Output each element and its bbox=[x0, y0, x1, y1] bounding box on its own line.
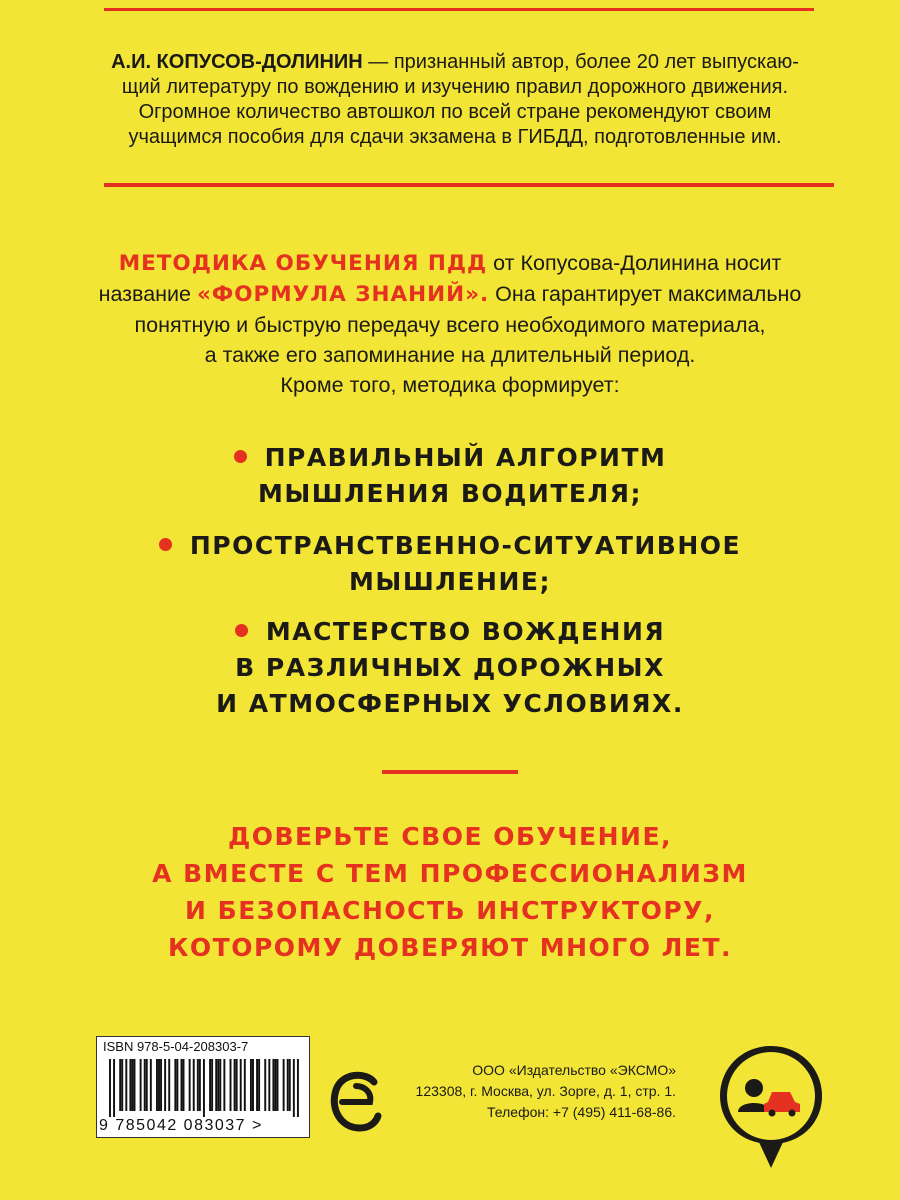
barcode-bar bbox=[287, 1059, 289, 1111]
barcode-bar bbox=[268, 1059, 270, 1111]
slogan-line: КОТОРОМУ ДОВЕРЯЮТ МНОГО ЛЕТ. bbox=[167, 933, 733, 962]
barcode bbox=[96, 1036, 310, 1138]
driver-car-badge-icon bbox=[712, 1040, 830, 1176]
barcode-bar bbox=[174, 1059, 176, 1111]
author-text-line4: учащимся пособия для сдачи экзамена в ГИБДД, подготовленные им. bbox=[128, 126, 782, 148]
barcode-bar bbox=[158, 1059, 160, 1111]
barcode-bar bbox=[272, 1059, 274, 1111]
barcode-bar bbox=[121, 1059, 123, 1111]
slogan-line: ДОВЕРЬТЕ СВОЕ ОБУЧЕНИЕ, bbox=[227, 822, 673, 851]
barcode-bar bbox=[236, 1059, 238, 1111]
isbn-label: ISBN 978-5-04-208303-7 bbox=[103, 1039, 249, 1054]
author-description bbox=[60, 50, 850, 150]
bullet-text: МЫШЛЕНИЯ ВОДИТЕЛЯ; bbox=[258, 479, 642, 508]
barcode-bar bbox=[252, 1059, 254, 1111]
barcode-bar bbox=[176, 1059, 178, 1111]
barcode-bar bbox=[125, 1059, 127, 1111]
barcode-bar bbox=[256, 1059, 258, 1111]
bullet-text: ПРОСТРАНСТВЕННО-СИТУАТИВНОЕ bbox=[189, 531, 742, 560]
method-text-line5: Кроме того, методика формирует: bbox=[280, 373, 620, 397]
barcode-bar bbox=[234, 1059, 236, 1111]
slogan-line: И БЕЗОПАСНОСТЬ ИНСТРУКТОРУ, bbox=[185, 896, 715, 925]
barcode-bar bbox=[203, 1059, 205, 1117]
eksmo-logo-icon bbox=[330, 1070, 382, 1132]
barcode-bar bbox=[183, 1059, 185, 1111]
trust-slogan bbox=[0, 818, 900, 966]
barcode-bar bbox=[140, 1059, 142, 1111]
barcode-bar bbox=[215, 1059, 217, 1111]
barcode-bar bbox=[230, 1059, 232, 1111]
bullet-text: В РАЗЛИЧНЫХ ДОРОЖНЫХ bbox=[235, 653, 665, 682]
author-name: А.И. КОПУСОВ-ДОЛИНИН bbox=[111, 51, 363, 73]
method-text-line1: от Копусова-Долинина носит bbox=[487, 251, 782, 275]
method-text-line2-rest: Она гарантирует максимально bbox=[489, 282, 802, 306]
section-divider bbox=[104, 183, 834, 187]
barcode-bar bbox=[264, 1059, 266, 1111]
barcode-bar bbox=[144, 1059, 146, 1111]
barcode-bars bbox=[109, 1059, 299, 1117]
barcode-bar bbox=[193, 1059, 195, 1111]
barcode-bar bbox=[160, 1059, 162, 1111]
barcode-bar bbox=[131, 1059, 133, 1111]
barcode-bar bbox=[113, 1059, 115, 1117]
barcode-bar bbox=[164, 1059, 166, 1111]
publisher-name: ООО «Издательство «ЭКСМО» bbox=[472, 1062, 676, 1078]
barcode-bar bbox=[244, 1059, 246, 1111]
barcode-bar bbox=[217, 1059, 219, 1111]
author-text-line3: Огромное количество автошкол по всей стране рекомендуют своим bbox=[138, 101, 772, 123]
barcode-bar bbox=[168, 1059, 170, 1111]
barcode-bar bbox=[209, 1059, 211, 1111]
barcode-bar bbox=[277, 1059, 279, 1111]
barcode-bar bbox=[150, 1059, 152, 1111]
formula-name: «ФОРМУЛА ЗНАНИЙ». bbox=[197, 282, 490, 307]
barcode-bar bbox=[181, 1059, 183, 1111]
barcode-bar bbox=[283, 1059, 285, 1111]
bullet-dot-icon bbox=[234, 450, 247, 463]
barcode-bar bbox=[297, 1059, 299, 1117]
barcode-bar bbox=[119, 1059, 121, 1111]
bullet-item bbox=[0, 528, 900, 600]
barcode-bar bbox=[293, 1059, 295, 1117]
bullet-dot-icon bbox=[235, 624, 248, 637]
barcode-bar bbox=[289, 1059, 291, 1111]
barcode-bar bbox=[109, 1059, 111, 1117]
slogan-line: А ВМЕСТЕ С ТЕМ ПРОФЕССИОНАЛИЗМ bbox=[152, 859, 748, 888]
barcode-digits: 9 785042 083037 > bbox=[99, 1117, 263, 1134]
barcode-bar bbox=[274, 1059, 276, 1111]
bullet-item bbox=[0, 614, 900, 722]
barcode-bar bbox=[223, 1059, 225, 1111]
barcode-bar bbox=[240, 1059, 242, 1111]
method-description bbox=[40, 248, 860, 400]
bullet-dot-icon bbox=[159, 538, 172, 551]
barcode-bar bbox=[199, 1059, 201, 1111]
barcode-bar bbox=[146, 1059, 148, 1111]
barcode-bar bbox=[219, 1059, 221, 1111]
author-text-line2: щий литературу по вождению и изучению правил дорожного движения. bbox=[121, 76, 789, 98]
bullet-text: И АТМОСФЕРНЫХ УСЛОВИЯХ. bbox=[216, 689, 684, 718]
bullet-text: МЫШЛЕНИЕ; bbox=[349, 567, 551, 596]
barcode-bar bbox=[129, 1059, 131, 1111]
barcode-bar bbox=[189, 1059, 191, 1111]
bullet-text: МАСТЕРСТВО ВОЖДЕНИЯ bbox=[265, 617, 666, 646]
barcode-bar bbox=[211, 1059, 213, 1111]
barcode-bar bbox=[156, 1059, 158, 1111]
barcode-bar bbox=[197, 1059, 199, 1111]
method-text-line2-pre: название bbox=[98, 282, 197, 306]
barcode-bar bbox=[258, 1059, 260, 1111]
method-text-line4: а также его запоминание на длительный период. bbox=[204, 343, 696, 367]
method-text-line3: понятную и быструю передачу всего необходимого материала, bbox=[134, 313, 766, 337]
top-divider bbox=[104, 8, 814, 11]
author-text-line1: — признанный автор, более 20 лет выпускаю- bbox=[362, 51, 799, 73]
short-divider bbox=[382, 770, 518, 774]
publisher-address: 123308, г. Москва, ул. Зорге, д. 1, стр. 1. bbox=[415, 1083, 676, 1099]
bullet-item bbox=[0, 440, 900, 512]
publisher-info bbox=[396, 1060, 676, 1123]
publisher-phone: Телефон: +7 (495) 411-68-86. bbox=[487, 1104, 676, 1120]
bullet-text: ПРАВИЛЬНЫЙ АЛГОРИТМ bbox=[264, 443, 667, 472]
barcode-bar bbox=[250, 1059, 252, 1111]
method-title: МЕТОДИКА ОБУЧЕНИЯ ПДД bbox=[118, 251, 488, 276]
barcode-bar bbox=[134, 1059, 136, 1111]
